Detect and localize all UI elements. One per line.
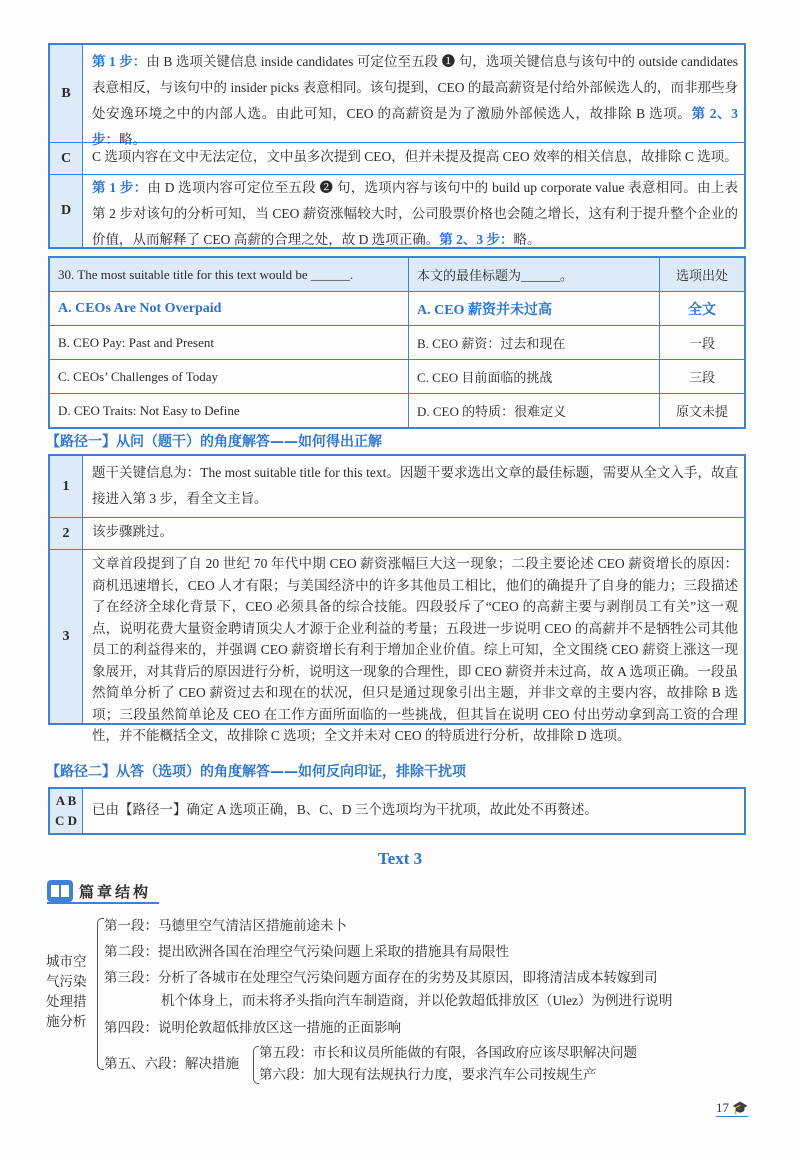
path2-table [48, 787, 746, 835]
path2-heading: 【路径二】从答（选项）的角度解答——如何反向印证，排除干扰项 [46, 764, 466, 780]
step-number: 1 [50, 456, 83, 517]
step-text: 略。 [513, 232, 541, 247]
step-text: 文章首段提到了自 20 世纪 70 年代中期 CEO 薪资涨幅巨大这一现象；二段主要论述 CEO 薪资增长的原因：商机迅速增长，CEO 人才有限；与美国经济中的许多其他员工相比，他们的确提升了自身的能力；三段描述了在经济全球化背景下，CEO 必须具备的综合技能。四段驳斥了“CEO 的高薪主要与剥削员工有关”这一观点，说明花费大量资金聘请顶尖人才源于企业利益的考量；五段进一步说明 CEO 的高薪并不是牺牲公司其他员工的利益得来的，并强调 CEO 薪资增长有利于增加企业价值。综上可知，全文围绕 CEO 薪资上涨这一现象展开，对其背后的原因进行分析，说明这一现象的合理性，即 CEO 薪资并未过高，故 A 选项正确。一段虽然简单分析了 CEO 薪资过去和现在的状况，但只是通过现象引出主题，并非文章的主要内容，故排除 B 选项；三段虽然简单论及 CEO 在工作方面所面临的一些挑战，但其旨在说明 CEO 付出劳动拿到高工资的合理性，并不能概括全文，故排除 C 选项；全文并未对 CEO 的特质进行分析，故排除 D 选项。 [92, 556, 738, 743]
path1-heading: 【路径一】从问（题干）的角度解答——如何得出正解 [46, 434, 382, 450]
option-en: B. CEO Pay: Past and Present [49, 326, 409, 360]
option-source: 全文 [660, 292, 746, 326]
step-label: 第 2、3 步： [439, 232, 514, 247]
chapter-structure-heading [47, 880, 159, 904]
step-text: 该步骤跳过。 [92, 524, 173, 539]
row-label: D [50, 175, 83, 247]
page-number [716, 1100, 748, 1117]
step-text: 由 D 选项内容可定位至五段 ❷ 句，选项内容与该句中的 build up corporate value 表意相同。由上表第 2 步对该句的分析可知，当 CEO 薪资涨幅较大时，公司股票价格也会随之增长，这有利于提升整个企业的价值，从而解释了 CEO 高薪的合理之处，故 D 选项正确。 [92, 180, 739, 247]
row-label: C [50, 143, 83, 174]
step-number: 2 [50, 518, 83, 549]
structure-item: 第六段：加大现有法规执行力度，要求汽车公司按规生产 [259, 1067, 597, 1082]
step-label: 第 2、3 步： [92, 106, 739, 147]
structure-item: 第五段：市长和议员所能做的有限，各国政府应该尽职解决问题 [259, 1045, 637, 1060]
option-source: 原文未提 [660, 394, 746, 429]
brace [97, 918, 104, 1070]
option-source: 一段 [660, 326, 746, 360]
table-row [50, 456, 744, 517]
row-text: C 选项内容在文中无法定位，文中虽多次提到 CEO，但并未提及提高 CEO 效率的相关信息，故排除 C 选项。 [92, 149, 738, 164]
table-row [50, 142, 744, 174]
page-number-text: 17 [716, 1100, 729, 1115]
table-row [50, 174, 744, 247]
option-zh: C. CEO 目前面临的挑战 [409, 360, 660, 394]
step-label: 第 1 步： [92, 54, 147, 69]
question-30-table [48, 256, 746, 429]
step-text: 题干关键信息为：The most suitable title for this text。因题干要求选出文章的最佳标题，需要从全文入手，故直接进入第 3 步，看全文主旨。 [92, 465, 738, 506]
table-row [50, 789, 744, 833]
step-number: 3 [50, 550, 83, 723]
row-text [83, 45, 744, 147]
header-question: 30. The most suitable title for this text would be ______. [49, 257, 409, 292]
table-row [50, 45, 744, 147]
header-source: 选项出处 [660, 257, 746, 292]
table-row [50, 517, 744, 549]
step-text: 由 B 选项关键信息 inside candidates 可定位至五段 ❶ 句，选项关键信息与该句中的 outside candidates 表意相反，与该句中的 insider picks 表意相同。该句提到，CEO 的最高薪资是付给外部候选人的，而非那些身处安逸环境之中的内部人选。由此可知，CEO 的高薪资是为了激励外部候选人，故排除 B 选项。 [92, 54, 738, 121]
label-ab: A B [55, 793, 77, 808]
structure-item: 第一段：马德里空气清洁区措施前途未卜 [104, 918, 347, 933]
option-en: C. CEOs’ Challenges of Today [49, 360, 409, 394]
option-en: D. CEO Traits: Not Easy to Define [49, 394, 409, 429]
option-zh: D. CEO 的特质：很难定义 [409, 394, 660, 429]
row-label: B [50, 45, 83, 142]
path1-table [48, 454, 746, 743]
structure-root: 城市空气污染处理措施分析 [46, 954, 87, 1029]
table-row [49, 326, 745, 360]
step-text: 略。 [119, 132, 146, 147]
structure-item: 第三段：分析了各城市在处理空气污染问题方面存在的劣势及其原因，即将清洁成本转嫁到司 [104, 970, 658, 985]
table-header-row [49, 257, 745, 292]
structure-item: 机个体身上，而未将矛头指向汽车制造商，并以伦敦超低排放区（Ulez）为例进行说明 [161, 993, 673, 1008]
structure-item: 第五、六段：解决措施 [104, 1056, 239, 1071]
option-zh: A. CEO 薪资并未过高 [409, 292, 660, 326]
option-en: A. CEOs Are Not Overpaid [49, 292, 409, 326]
option-source: 三段 [660, 360, 746, 394]
table-row [49, 394, 745, 429]
step-label: 第 1 步： [92, 180, 148, 195]
chapter-structure-label: 篇章结构 [79, 882, 152, 901]
table-row [49, 292, 745, 326]
table-row [50, 549, 744, 743]
option-zh: B. CEO 薪资：过去和现在 [409, 326, 660, 360]
structure-item: 第四段：说明伦敦超低排放区这一措施的正面影响 [104, 1020, 401, 1035]
row-text: 已由【路径一】确定 A 选项正确，B、C、D 三个选项均为干扰项，故此处不再赘述。 [92, 802, 598, 817]
option-analysis-table [48, 43, 746, 249]
book-icon [47, 880, 73, 902]
row-text [83, 175, 744, 247]
row-label [50, 789, 83, 833]
header-translation: 本文的最佳标题为______。 [409, 257, 660, 292]
section-title: Text 3 [377, 849, 423, 868]
label-cd: C D [54, 813, 78, 828]
graduation-cap-icon: 🎓 [732, 1100, 749, 1115]
structure-item: 第二段：提出欧洲各国在治理空气污染问题上采取的措施具有局限性 [104, 944, 509, 959]
table-row [49, 360, 745, 394]
